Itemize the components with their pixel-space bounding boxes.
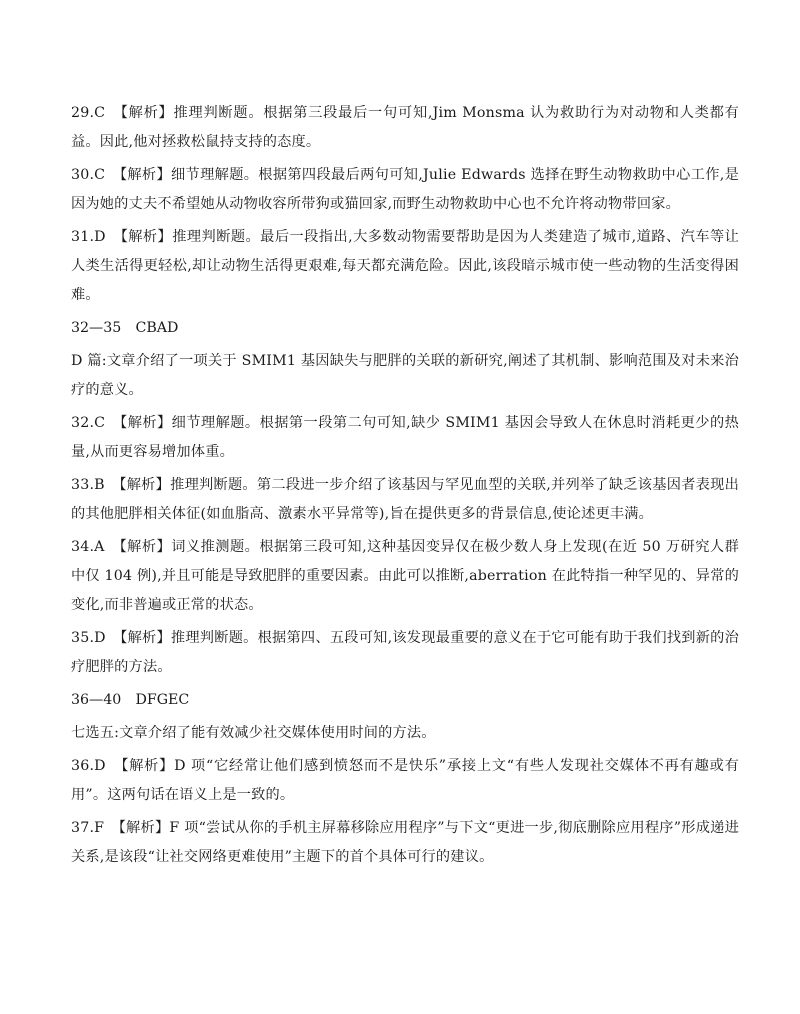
answer-key-32-35: 32—35 CBAD xyxy=(71,320,179,336)
answer-key-36-40: 36—40 DFGEC xyxy=(71,692,190,708)
explanation-34: 34.A 【解析】词义推测题。根据第三段可知,这种基因变异仅在极少数人身上发现(在近 50 万研究人群中仅 104 例),并且可能是导致肥胖的重要因素。由此可以推断,aberration 在此特指一种罕见的、异常的变化,而非普遍或正常的状态。 xyxy=(71,539,739,613)
explanation-35: 35.D 【解析】推理判断题。根据第四、五段可知,该发现最重要的意义在于它可能有助于我们找到新的治疗肥胖的方法。 xyxy=(71,630,739,675)
explanation-33: 33.B 【解析】推理判断题。第二段进一步介绍了该基因与罕见血型的关联,并列举了缺乏该基因者表现出的其他肥胖相关体征(如血脂高、激素水平异常等),旨在提供更多的背景信息,使论述更丰满。 xyxy=(71,477,739,522)
answer-explanations xyxy=(71,99,739,876)
passage-d-summary: D 篇:文章介绍了一项关于 SMIM1 基因缺失与肥胖的关联的新研究,阐述了其机制、影响范围及对未来治疗的意义。 xyxy=(71,353,739,398)
explanation-29: 29.C 【解析】推理判断题。根据第三段最后一句可知,Jim Monsma 认为救助行为对动物和人类都有益。因此,他对拯救松鼠持支持的态度。 xyxy=(71,105,739,150)
seven-choose-five-summary: 七选五:文章介绍了能有效减少社交媒体使用时间的方法。 xyxy=(71,725,436,741)
explanation-37: 37.F 【解析】F 项“尝试从你的手机主屏幕移除应用程序”与下文“更进一步,彻底删除应用程序”形成递进关系,是该段“让社交网络更难使用”主题下的首个具体可行的建议。 xyxy=(71,820,739,865)
explanation-31: 31.D 【解析】推理判断题。最后一段指出,大多数动物需要帮助是因为人类建造了城市,道路、汽车等让人类生活得更轻松,却让动物生活得更艰难,每天都充满危险。因此,该段暗示城市使一些动物的生活变得困难。 xyxy=(71,229,739,303)
explanation-30: 30.C 【解析】细节理解题。根据第四段最后两句可知,Julie Edwards 选择在野生动物救助中心工作,是因为她的丈夫不希望她从动物收容所带狗或猫回家,而野生动物救助中心也不允许将动物带回家。 xyxy=(71,167,739,212)
explanation-36: 36.D 【解析】D 项“它经常让他们感到愤怒而不是快乐”承接上文“有些人发现社交媒体不再有趣或有用”。这两句话在语义上是一致的。 xyxy=(71,758,739,803)
explanation-32: 32.C 【解析】细节理解题。根据第一段第二句可知,缺少 SMIM1 基因会导致人在休息时消耗更少的热量,从而更容易增加体重。 xyxy=(71,415,739,460)
